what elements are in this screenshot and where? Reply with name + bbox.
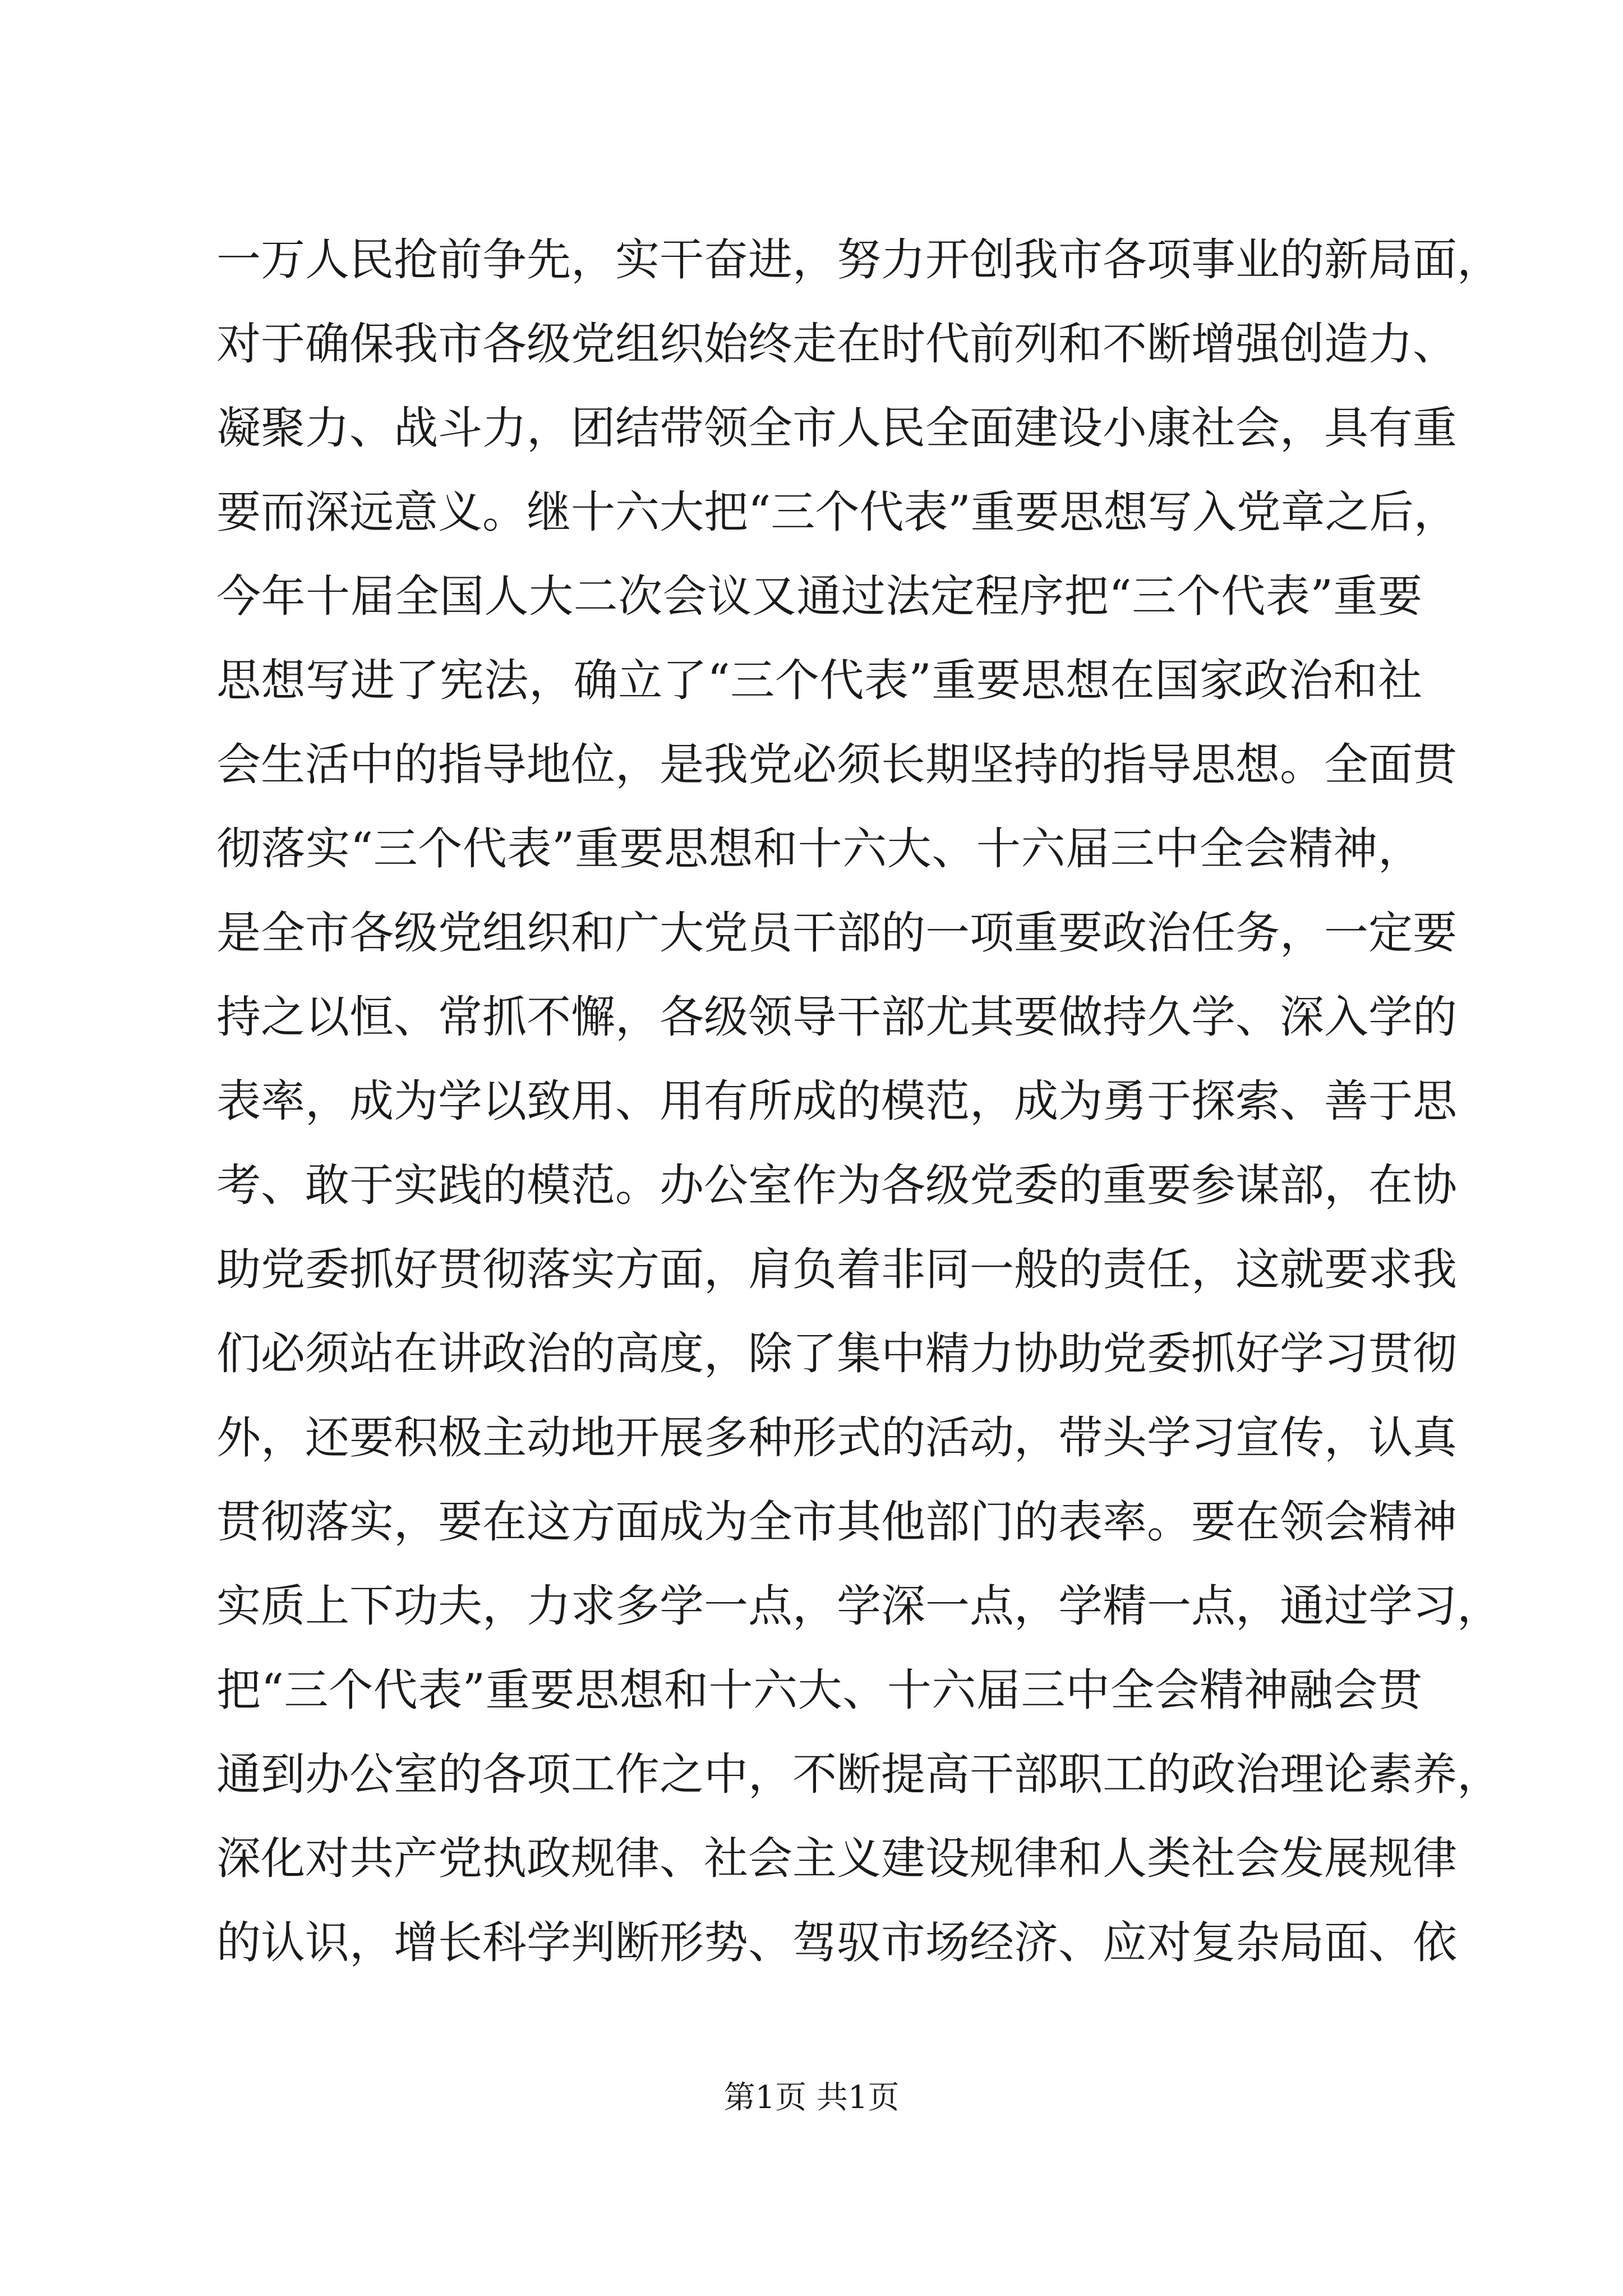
text-line: 是全市各级党组织和广大党员干部的一项重要政治任务，一定要	[216, 907, 1457, 959]
text-line: 贯彻落实，要在这方面成为全市其他部门的表率。要在领会精神	[216, 1496, 1457, 1548]
text-line: 要而深远意义。继十六大把“三个代表”重要思想写入党章之后，	[216, 486, 1458, 538]
text-line: 思想写进了宪法，确立了“三个代表”重要思想在国家政治和社	[216, 655, 1422, 706]
text-line: 助党委抓好贯彻落实方面，肩负着非同一般的责任，这就要求我	[216, 1244, 1457, 1295]
text-line: 今年十届全国人大二次会议又通过法定程序把“三个代表”重要	[216, 570, 1422, 622]
text-line: 通到办公室的各项工作之中，不断提高干部职工的政治理论素养，	[216, 1749, 1501, 1800]
text-line: 持之以恒、常抓不懈，各级领导干部尤其要做持久学、深入学的	[216, 991, 1457, 1043]
text-line: 对于确保我市各级党组织始终走在时代前列和不断增强创造力、	[216, 318, 1457, 370]
text-line: 考、敢于实践的模范。办公室作为各级党委的重要参谋部，在协	[216, 1159, 1457, 1211]
text-line: 的认识，增长科学判断形势、驾驭市场经济、应对复杂局面、依	[216, 1917, 1457, 1968]
text-line: 实质上下功夫，力求多学一点，学深一点，学精一点，通过学习，	[216, 1580, 1501, 1632]
text-line: 们必须站在讲政治的高度，除了集中精力协助党委抓好学习贯彻	[216, 1328, 1457, 1379]
text-line: 外，还要积极主动地开展多种形式的活动，带头学习宣传，认真	[216, 1412, 1457, 1464]
body-paragraph	[216, 218, 1501, 1985]
text-line: 把“三个代表”重要思想和十六大、十六届三中全会精神融会贯	[216, 1664, 1422, 1716]
text-line: 深化对共产党执政规律、社会主义建设规律和人类社会发展规律	[216, 1833, 1457, 1884]
text-line: 彻落实“三个代表”重要思想和十六大、十六届三中全会精神，	[216, 823, 1422, 875]
text-line: 一万人民抢前争先，实干奋进，努力开创我市各项事业的新局面，	[216, 234, 1501, 286]
text-line: 表率，成为学以致用、用有所成的模范，成为勇于探索、善于思	[216, 1075, 1457, 1127]
page-footer: 第1页 共1页	[723, 2079, 900, 2116]
text-line: 会生活中的指导地位，是我党必须长期坚持的指导思想。全面贯	[216, 739, 1457, 790]
text-line: 凝聚力、战斗力，团结带领全市人民全面建设小康社会，具有重	[216, 402, 1457, 454]
